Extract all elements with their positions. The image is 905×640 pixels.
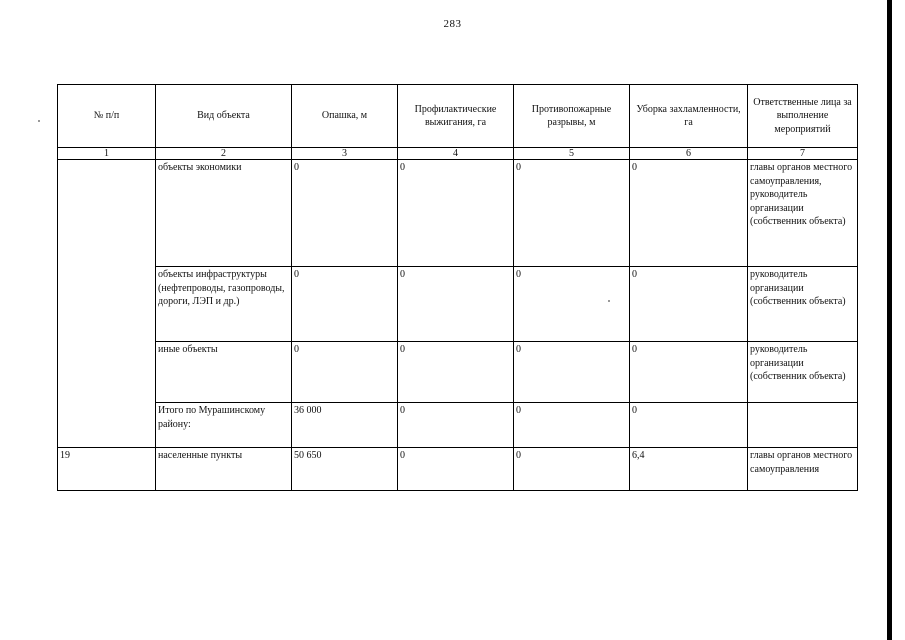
header-cell-burning: Профилактические выжигания, га <box>398 85 514 148</box>
plowing-cell: 50 650 <box>292 448 398 491</box>
column-number: 1 <box>58 148 156 160</box>
object-type-cell: объекты экономики <box>156 160 292 267</box>
table-row <box>58 160 858 267</box>
column-number: 3 <box>292 148 398 160</box>
responsible-cell: руководитель организации (собственник объекта) <box>748 267 858 342</box>
plowing-cell: 0 <box>292 267 398 342</box>
burning-cell: 0 <box>398 342 514 403</box>
total-label-cell: Итого по Мурашинскому району: <box>156 403 292 448</box>
header-cell-object-type: Вид объекта <box>156 85 292 148</box>
column-number: 5 <box>514 148 630 160</box>
firebreaks-cell: 0 <box>514 267 630 342</box>
table-row <box>58 342 858 403</box>
firebreaks-cell: 0 <box>514 403 630 448</box>
firebreaks-cell: 0 <box>514 342 630 403</box>
table-row <box>58 448 858 491</box>
cleanup-cell: 0 <box>630 267 748 342</box>
page-number: 283 <box>443 18 462 30</box>
total-row <box>58 403 858 448</box>
row-number-cell: 19 <box>58 448 156 491</box>
header-cell-number: № п/п <box>58 85 156 148</box>
cleanup-cell: 0 <box>630 160 748 267</box>
header-cell-cleanup: Уборка захламленности, га <box>630 85 748 148</box>
column-number: 4 <box>398 148 514 160</box>
object-type-cell: иные объекты <box>156 342 292 403</box>
plowing-cell: 36 000 <box>292 403 398 448</box>
cleanup-cell: 0 <box>630 342 748 403</box>
responsible-cell: главы органов местного самоуправления <box>748 448 858 491</box>
table-row <box>58 267 858 342</box>
burning-cell: 0 <box>398 267 514 342</box>
column-number-row <box>58 148 858 160</box>
column-number: 6 <box>630 148 748 160</box>
burning-cell: 0 <box>398 160 514 267</box>
responsible-cell: главы органов местного самоуправления, руководитель организации (собственник объекта) <box>748 160 858 267</box>
cleanup-cell: 6,4 <box>630 448 748 491</box>
measures-table <box>57 84 858 491</box>
column-number: 7 <box>748 148 858 160</box>
firebreaks-cell: 0 <box>514 448 630 491</box>
burning-cell: 0 <box>398 448 514 491</box>
object-type-cell: населенные пункты <box>156 448 292 491</box>
responsible-cell <box>748 403 858 448</box>
plowing-cell: 0 <box>292 342 398 403</box>
burning-cell: 0 <box>398 403 514 448</box>
scan-speck <box>38 120 40 122</box>
row-number-cell <box>58 160 156 448</box>
header-row <box>58 85 858 148</box>
header-cell-plowing: Опашка, м <box>292 85 398 148</box>
object-type-cell: объекты инфраструктуры (нефтепроводы, газопроводы, дороги, ЛЭП и др.) <box>156 267 292 342</box>
plowing-cell: 0 <box>292 160 398 267</box>
firebreaks-cell: 0 <box>514 160 630 267</box>
header-cell-responsible: Ответственные лица за выполнение мероприятий <box>748 85 858 148</box>
scan-edge-bar <box>887 0 892 640</box>
header-cell-firebreaks: Противопожарные разрывы, м <box>514 85 630 148</box>
responsible-cell: руководитель организации (собственник объекта) <box>748 342 858 403</box>
column-number: 2 <box>156 148 292 160</box>
cleanup-cell: 0 <box>630 403 748 448</box>
